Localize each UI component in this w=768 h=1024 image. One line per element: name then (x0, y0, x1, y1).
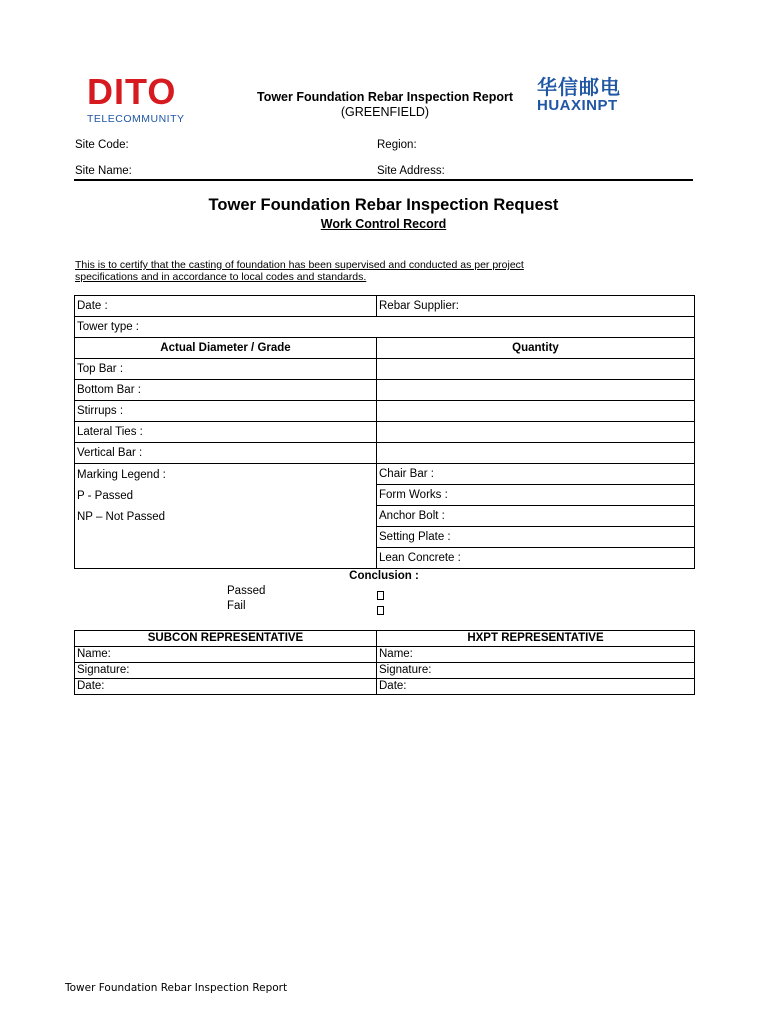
work-control-record-text: Work Control Record (320, 217, 447, 231)
hxpt-name-field[interactable]: Name: (377, 647, 695, 663)
dito-logo (87, 71, 187, 126)
form-works-field[interactable]: Form Works : (377, 485, 695, 506)
tower-type-field[interactable]: Tower type : (75, 317, 695, 338)
table-row (75, 631, 695, 647)
top-bar-field[interactable]: Top Bar : (75, 359, 377, 380)
table-row (75, 380, 695, 401)
anchor-bolt-field[interactable]: Anchor Bolt : (377, 506, 695, 527)
huaxin-logo-english: HUAXINPT (537, 97, 618, 114)
report-subtitle: (GREENFIELD) (340, 105, 430, 119)
fail-checkbox[interactable] (377, 602, 384, 620)
vertical-bar-field[interactable]: Vertical Bar : (75, 443, 377, 464)
stirrups-quantity[interactable] (377, 401, 695, 422)
huaxin-logo-chinese: 华信邮电 (537, 75, 621, 99)
certify-line-1: This is to certify that the casting of foundation has been supervised and conducted as per project (75, 259, 524, 271)
column-header-quantity: Quantity (377, 338, 695, 359)
fail-label: Fail (227, 600, 246, 612)
dito-logo-word: DITO (87, 71, 177, 112)
site-code-label: Site Code: (75, 139, 129, 151)
table-row (75, 317, 695, 338)
subcon-signature-field[interactable]: Signature: (75, 663, 377, 679)
hxpt-representative-header: HXPT REPRESENTATIVE (377, 631, 695, 647)
table-row (75, 338, 695, 359)
work-control-record (74, 217, 693, 231)
table-row (75, 663, 695, 679)
legend-not-passed: NP – Not Passed (77, 511, 166, 523)
table-row (75, 359, 695, 380)
main-title: Tower Foundation Rebar Inspection Request (208, 196, 559, 214)
table-row (75, 647, 695, 663)
legend-passed: P - Passed (77, 490, 134, 502)
representatives-table (74, 630, 695, 695)
passed-label: Passed (227, 585, 266, 597)
subcon-representative-header: SUBCON REPRESENTATIVE (75, 631, 377, 647)
table-row (75, 464, 695, 485)
header-divider (74, 179, 693, 181)
rebar-supplier-field[interactable]: Rebar Supplier: (377, 296, 695, 317)
table-row (75, 296, 695, 317)
inspection-form-table (74, 295, 695, 569)
lean-concrete-field[interactable]: Lean Concrete : (377, 548, 695, 569)
report-title: Tower Foundation Rebar Inspection Report (256, 90, 514, 104)
vertical-bar-quantity[interactable] (377, 443, 695, 464)
setting-plate-field[interactable]: Setting Plate : (377, 527, 695, 548)
marking-legend-label: Marking Legend : (77, 469, 166, 481)
site-address-label: Site Address: (377, 165, 445, 177)
subcon-name-field[interactable]: Name: (75, 647, 377, 663)
column-header-diameter: Actual Diameter / Grade (75, 338, 377, 359)
stirrups-field[interactable]: Stirrups : (75, 401, 377, 422)
bottom-bar-quantity[interactable] (377, 380, 695, 401)
checkbox-icon (377, 606, 384, 615)
dito-logo-sub: TELECOMMUNITY (87, 113, 185, 125)
table-row (75, 422, 695, 443)
certify-line-2: specifications and in accordance to local codes and standards. (75, 271, 367, 283)
table-row (75, 679, 695, 695)
subcon-date-field[interactable]: Date: (75, 679, 377, 695)
page-footer: Tower Foundation Rebar Inspection Report (65, 982, 288, 994)
region-label: Region: (377, 139, 417, 151)
conclusion-label: Conclusion : (349, 570, 419, 582)
date-field[interactable]: Date : (75, 296, 377, 317)
hxpt-signature-field[interactable]: Signature: (377, 663, 695, 679)
table-row (75, 443, 695, 464)
bottom-bar-field[interactable]: Bottom Bar : (75, 380, 377, 401)
top-bar-quantity[interactable] (377, 359, 695, 380)
lateral-ties-quantity[interactable] (377, 422, 695, 443)
certification-statement (75, 259, 575, 283)
hxpt-date-field[interactable]: Date: (377, 679, 695, 695)
marking-legend-cell (75, 464, 377, 569)
table-row (75, 401, 695, 422)
checkbox-icon (377, 591, 384, 600)
site-name-label: Site Name: (75, 165, 132, 177)
chair-bar-field[interactable]: Chair Bar : (377, 464, 695, 485)
lateral-ties-field[interactable]: Lateral Ties : (75, 422, 377, 443)
